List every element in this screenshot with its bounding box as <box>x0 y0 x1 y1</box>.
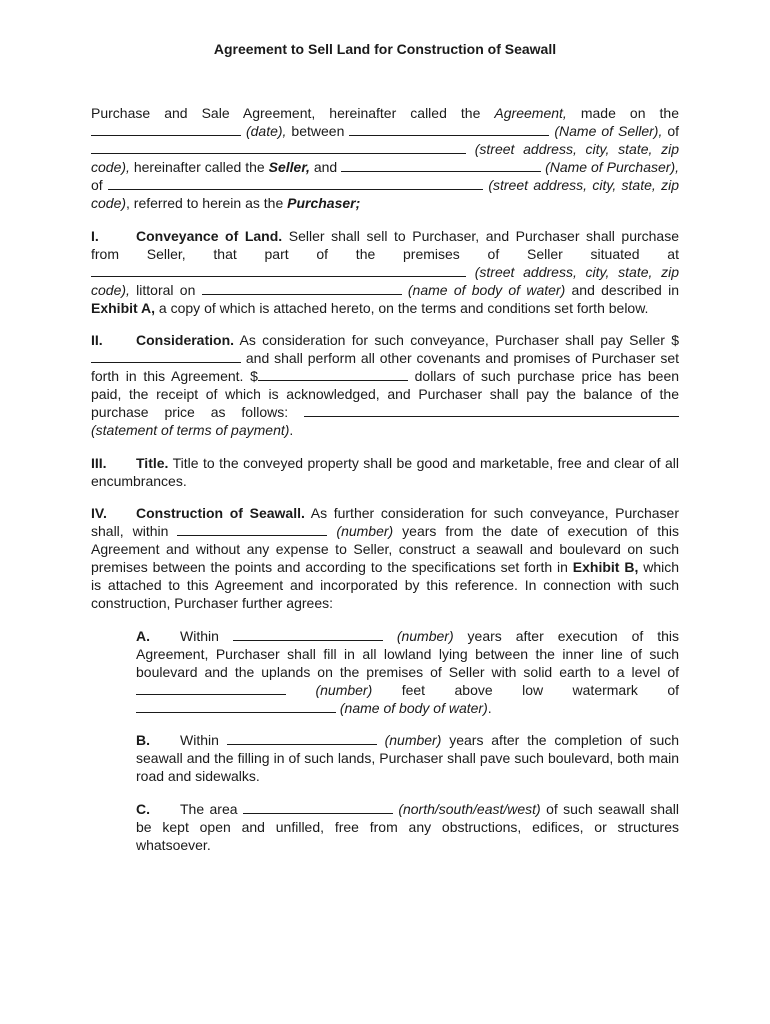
direction-blank[interactable] <box>243 800 393 814</box>
intro-paragraph: Purchase and Sale Agreement, hereinafter called the Agreement, made on the (date), between (Name of Seller), of (street address, city, state, zip code), hereinafter called the Seller, and (Name of Purchaser), of (street address, city, state, zip code), referred to herein as the Purchaser; <box>91 105 680 211</box>
land-address-blank[interactable] <box>91 263 466 277</box>
seller-address-blank[interactable] <box>91 140 466 154</box>
fill-years-blank[interactable] <box>233 627 383 641</box>
watermark-water-blank[interactable] <box>136 699 336 713</box>
section-seawall: IV. Construction of Seawall. As further consideration for such conveyance, Purchaser shall, within (number) years from the date of execution of this Agreement and without any expense to Seller, construct a seawall and boulevard on such premises between the points and according to the specifications set forth in Exhibit B, which is attached to this Agreement and incorporated by this reference. In connection with such construction, Purchaser further agrees: <box>91 505 680 611</box>
years-blank[interactable] <box>177 522 327 536</box>
date-blank[interactable] <box>91 122 241 136</box>
purchaser-address-blank[interactable] <box>108 176 483 190</box>
subsection-c: C. The area (north/south/east/west) of such seawall shall be kept open and unfilled, free from any obstructions, edifices, or structures whatsoever. <box>136 800 679 853</box>
price-blank[interactable] <box>91 349 241 363</box>
purchaser-name-blank[interactable] <box>341 158 541 172</box>
agreement-body <box>91 104 679 868</box>
subsection-b: B. Within (number) years after the completion of such seawall and the filling in of such lands, Purchaser shall pave such boulevard, both main road and sidewalks. <box>136 732 680 784</box>
section-title: III. Title. Title to the conveyed property shall be good and marketable, free and clear of all encumbrances. <box>91 454 679 489</box>
page-title: Agreement to Sell Land for Construction of Seawall <box>213 41 557 57</box>
section-conveyance: I. Conveyance of Land. Seller shall sell to Purchaser, and Purchaser shall purchase from Seller, that part of the premises of Seller situated at (street address, city, state, zip code), littoral on (name of body of water) and described in Exhibit A, a copy of which is attached hereto, on the terms and conditions set forth below. <box>91 227 680 316</box>
section-consideration: II. Consideration. As consideration for such conveyance, Purchaser shall pay Seller $ and shall perform all other covenants and promises of Purchaser set forth in this Agreement. $ dollars of such purchase price has been paid, the receipt of which is acknowledged, and Purchaser shall pay the balance of the purchase price as follows: (statement of terms of payment). <box>91 332 680 438</box>
payment-terms-blank[interactable] <box>304 403 679 417</box>
paid-amount-blank[interactable] <box>258 367 408 381</box>
feet-blank[interactable] <box>136 681 286 695</box>
body-of-water-blank[interactable] <box>202 281 402 295</box>
pave-years-blank[interactable] <box>227 731 377 745</box>
subsection-a: A. Within (number) years after execution of this Agreement, Purchaser shall fill in all lowland lying between the inner line of such boulevard and the uplands on the premises of Seller with solid earth to a level of (number) feet above low watermark of (name of body of water). <box>136 627 679 716</box>
seller-name-blank[interactable] <box>349 122 549 136</box>
